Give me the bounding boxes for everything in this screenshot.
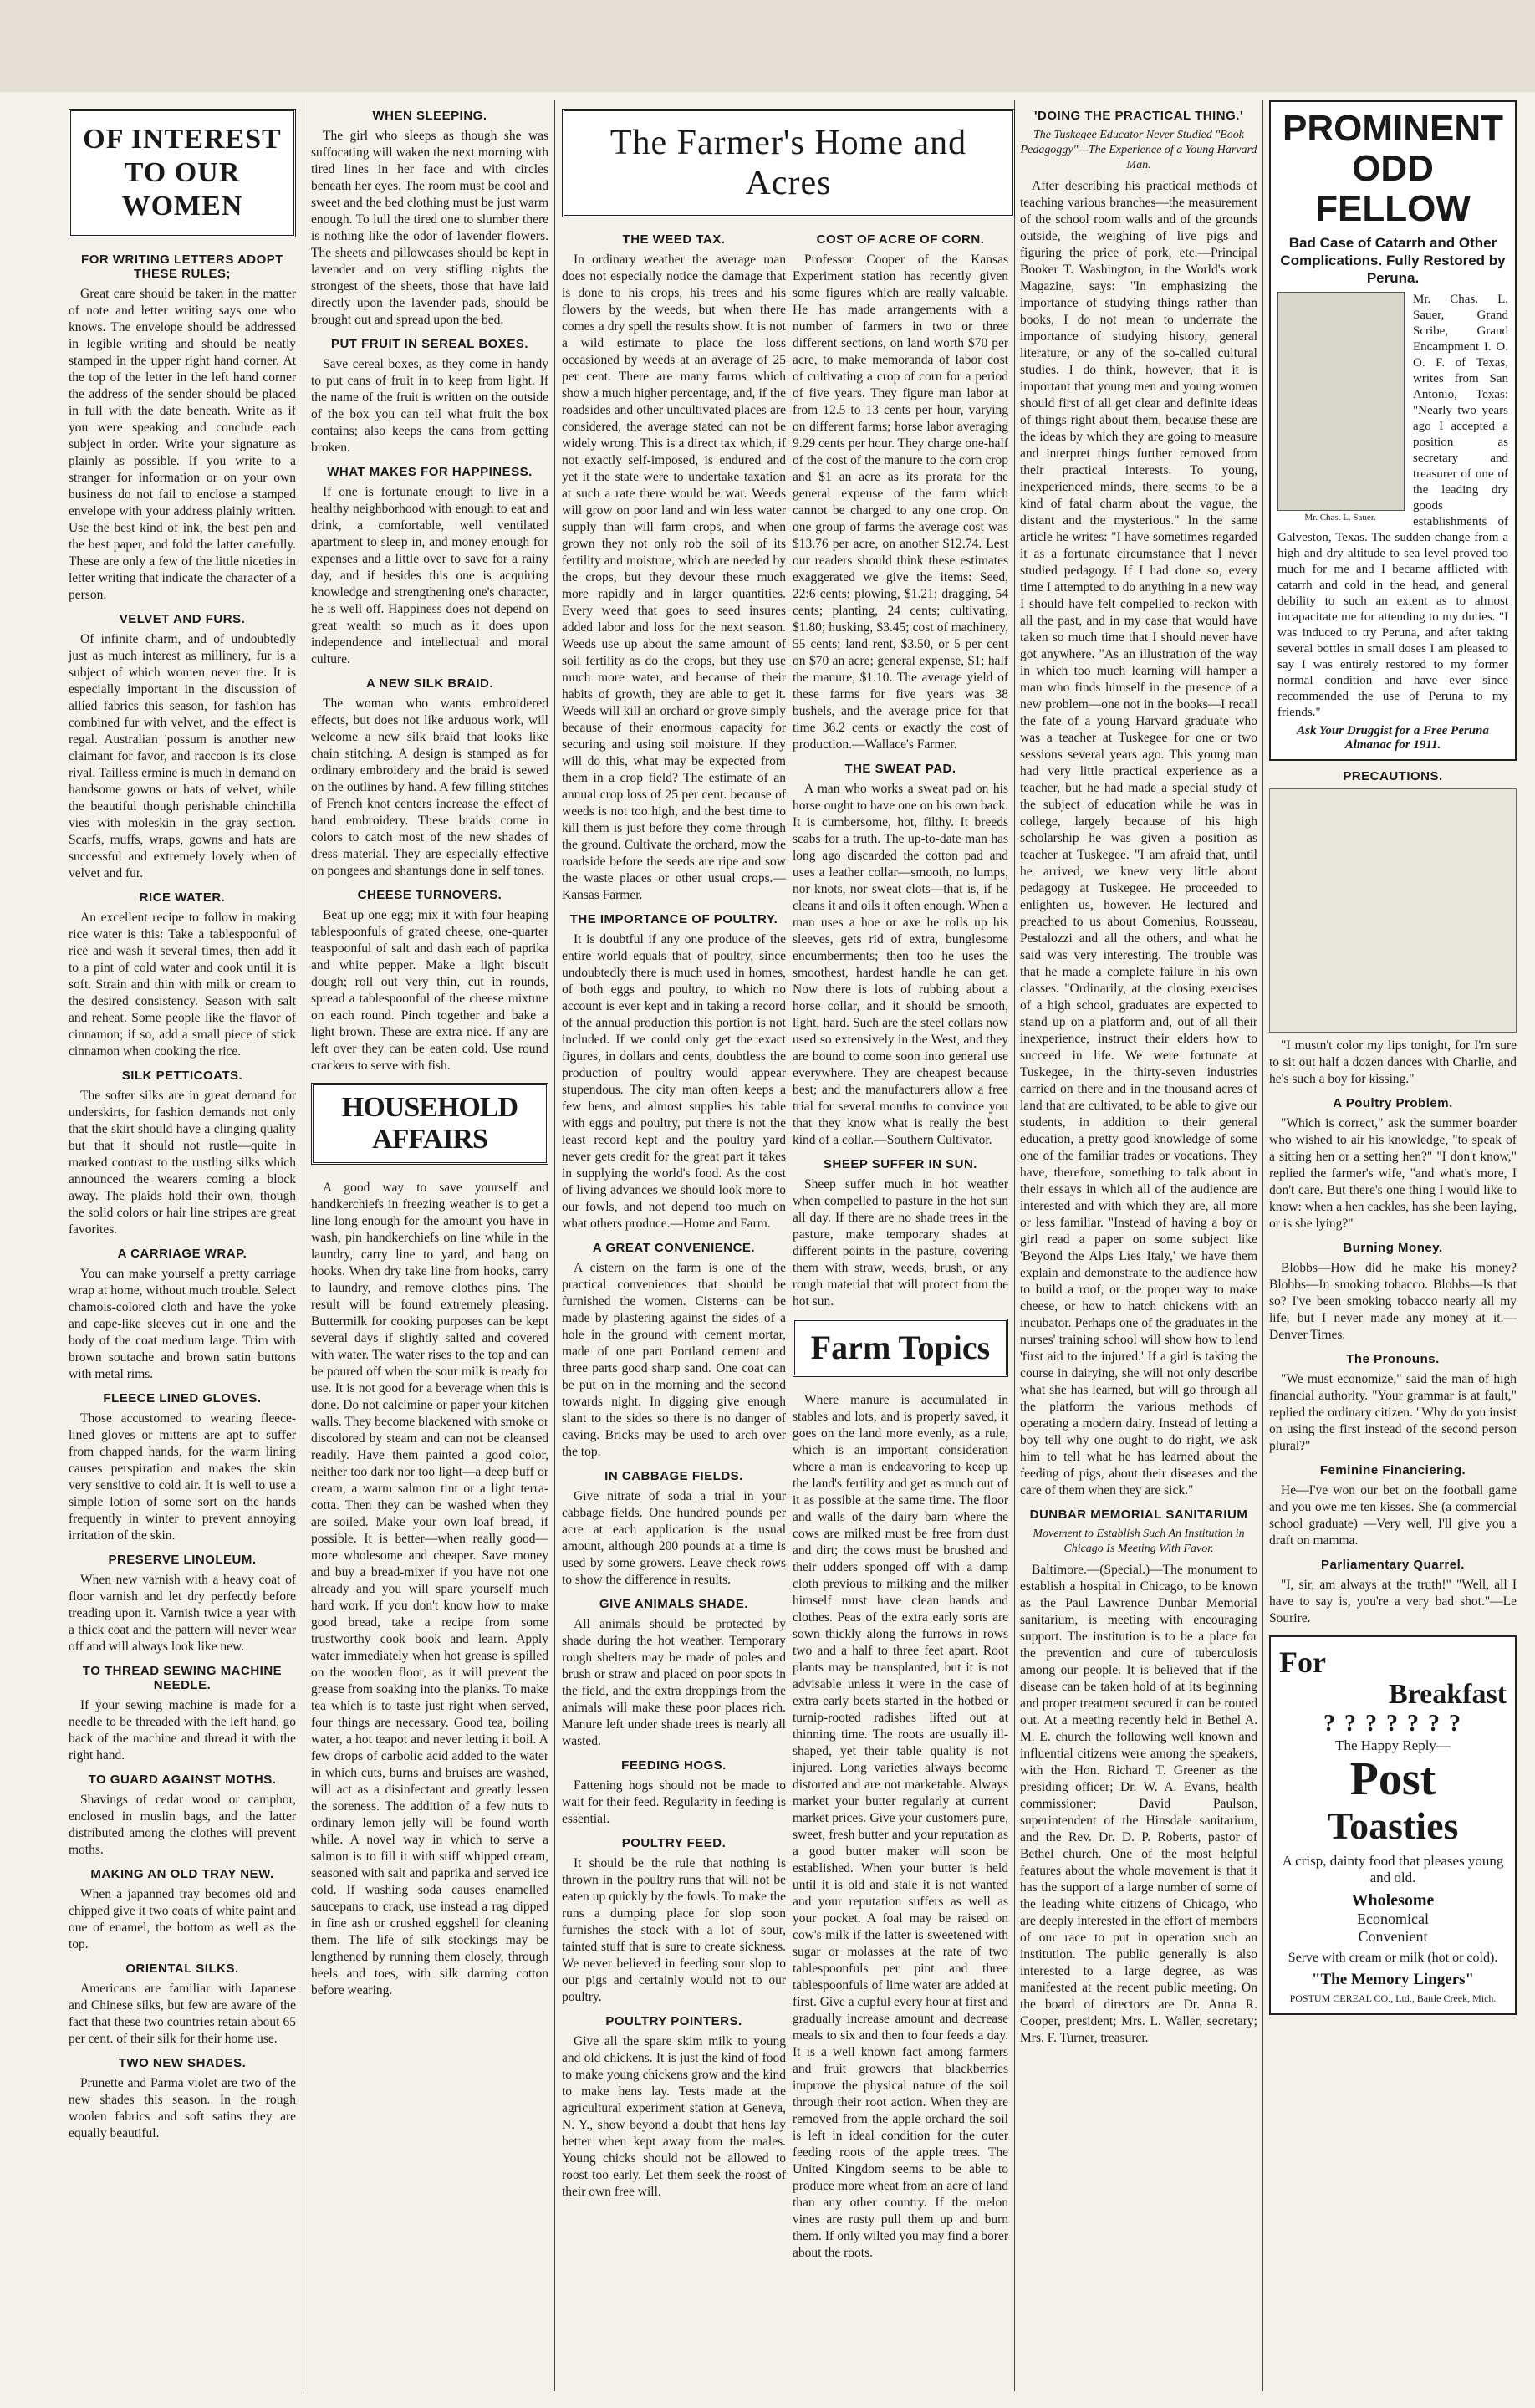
joke-title: Feminine Financiering. [1319,1463,1466,1477]
precautions-title: PRECAUTIONS. [1343,769,1443,783]
women-article-section [69,253,296,604]
farmer-article-section [562,1469,786,1589]
farmer-article-title: THE IMPORTANCE OF POULTRY. [569,912,778,926]
household-top-sections [311,109,548,1074]
joke-body: "Which is correct," ask the summer boarder who wished to air his knowledge, "to speak of a sitting hen or a setting hen?" "I don't know," replied the farmer's wife, "and what's more, I don't care. But there's one thing I would like to know: when a hen cackles, has she been laying, or is she lying?" [1269,1116,1517,1231]
joke-body: "We must economize," said the man of high financial authority. "Your grammar is at fault," replied the ordinary citizen. "Why do you insist on using the first instead of the second person plural?" [1269,1372,1517,1453]
household-article-section [311,109,548,329]
farm-article-body: A man who works a sweat pad on his horse ought to have one on his own back. It is cumbersome, hot, filthy. It breeds scabs for a truth. The up-to-date man has long ago discarded the cotton pad and uses a leather collar—smooth, no lumps, nor knots, nor sweat clots—that is, if he cleans it and oils it often enough. When a man uses a hoe or axe he rolls up his sleeves, gets rid of extra, bunglesome encumberments; then too he uses the smoothest, hardest handle he can get. Now there is lots of rubbing about a horse collar, and it should be smooth, light, hard. Such are the steel collars now used so extensively in the West, and they are bound to come soon into general use everywhere. They are cheapest because best; and the manufacturers allow a free trial for several months to convince you that they know what is really the best kind of a collar.—Southern Cultivator. [793,782,1008,1147]
farm-article-section [793,232,1008,753]
farmer-article-body: In ordinary weather the average man does not especially notice the damage that is done to his crops, his trees and his flowers by the weeds, but when there comes a dry spell the results show. It is not a wild estimate to place the loss occasioned by weeds at an average of 25 per cent. There are many farms which show a much higher percentage, and, if the roadsides and other uncultivated places are considered, the average stated can not be widely wrong. This is a direct tax which, if not exactly self-imposed, is endured and yet it the state were to undertake taxation at such a rate there would be war. Weeds will grow on poor land and win less water supply than will farm crops, and when grown they not only rob the soil of its fertility and moisture, which are needed by the crops, but they devour these much more rapidly and in larger quantities. Every weed that goes to seed insures added labor and loss for the next season. Weeds use up about the same amount of soil fertility as do the crops, but they use much more water, and because of their habits of growth, they are able to get it. Weeds will kill an orchard or grove simply because of their enormous capacity for securing and using soil moisture. If they will do this, what may be expected from them in a crop field? The estimate of an annual crop loss of 25 per cent. because of weeds is not too high, and the best time to kill them is just before they come through the ground. Cultivate the orchard, mow the roadside before the seeds are ripe and sow the waste places or other usual crops.—Kansas Farmer. [562,253,786,902]
postum-toasties: Toasties [1327,1804,1459,1847]
farmer-article-body: A cistern on the farm is one of the practical conveniences that should be furnished the women. Cisterns can be made by plastering against the sides of a hole in the ground with cement mortar, made of one part Portland cement and three parts good sharp sand. One coat can be put on in the morning and the second towards night. In digging give enough slant to the sides so there is no danger of caving. Bricks may be used to arch over the top. [562,1261,786,1459]
household-header: HOUSEHOLD AFFAIRS [341,1092,518,1155]
women-article-section [69,1391,296,1544]
women-article-title: PRESERVE LINOLEUM. [108,1553,257,1567]
farmer-article-title: POULTRY FEED. [621,1836,727,1850]
farmer-article-body: Give nitrate of soda a trial in your cabbage fields. One hundred pounds per acre at each application is the usual amount, although 200 pounds at a time is used by some growers. Leave check rows to show the difference in results. [562,1489,786,1587]
women-article-section [69,1962,296,2048]
women-article-title: TWO NEW SHADES. [118,2056,247,2070]
women-article-body: The softer silks are in great demand for underskirts, for fashion demands not only that the skirt should have a clinging quality but that it should not rustle—quite in marked contrast to the rustling silks which announced the wearers coming a block away. The plaids hold their own, though the solid colors or hair line stripes are great favorites. [69,1089,296,1237]
tuskegee-article-section [1020,1508,1257,2047]
farmer-article-section [562,1836,786,2006]
farmer-article-body: It is doubtful if any one produce of the entire world equals that of poultry, since undoubtedly there is much used in homes, of both eggs and poultry, to which no account is ever kept and in taking a record of the annual production this portion is not included. If we could only get the exact figures, in dollars and cents, doubtless the production of poultry would appear stupendous. The city man often keeps a few hens, and almost supplies his table with eggs and poultry, put there is not the least record kept and the poultry yard never gets credit for the great part it takes in supplying the world's food. As the cost of living advances we should look more to our fowls, and not depend too much on what others produce.—Home and Farm. [562,932,786,1231]
postum-convenient: Convenient [1358,1928,1428,1945]
women-header-box [69,109,296,237]
joke-title: The Pronouns. [1346,1352,1440,1366]
farmer-article-title: IN CABBAGE FIELDS. [604,1469,743,1483]
women-article-title: FLEECE LINED GLOVES. [103,1391,262,1406]
column-farm-topics [793,100,1008,2391]
household-header-box [311,1083,548,1165]
joke-body: Blobbs—How did he make his money? Blobbs—In smoking tobacco. Blobbs—Is that so? I've been smoking tobacco nearly all my life, but I never made any money at it.—Denver Times. [1269,1261,1517,1342]
postum-wholesome: Wholesome [1351,1891,1435,1910]
precautions-caption: "I mustn't color my lips tonight, for I'm sure to sit out half a dozen dances with Charlie, and he's such a boy for kissing." [1269,1038,1517,1086]
farm-topics-section [793,1392,1008,2262]
farmer-article-title: GIVE ANIMALS SHADE. [599,1597,749,1611]
women-article-section [69,612,296,882]
joke-section [1269,1463,1517,1549]
peruna-body: Mr. Chas. L. Sauer, Grand Scribe, Grand Encampment I. O. O. F. of Texas, writes from San Antonio, Texas: "Nearly two years ago I accepted a position as secretary and treasurer of one of the leading dry goods establishments of Galveston, Texas. The sudden change from a high and dry altitude to sea level proved too much for me and I became afflicted with catarrh and cold in the head, and general debility to such an extent as to almost incapacitate me for attending to my duties. "I was induced to try Peruna, and after taking several bottles in small doses I am pleased to say I was entirely restored to my former normal condition and have ever since recommended the use of Peruna to my friends." [1277,293,1508,719]
farm-article-title: SHEEP SUFFER IN SUN. [824,1157,977,1171]
precautions-illustration [1269,788,1517,1033]
women-article-body: Those accustomed to wearing fleece-lined gloves or mittens are apt to suffer from chapped hands, for the warm lining causes perspiration and makes the skin very sensitive to cold air. It is well to use a simple lotion of some sort on the hands frequently in winter to prevent annoying irritation of the skin. [69,1411,296,1543]
household-body: A good way to save yourself and handkerchiefs in freezing weather is to get a line long enough for the amount you have in wash, pin handkerchiefs on line while in the laundry, carry line to yard, and hang on hooks. When dry take line from hooks, carry to laundry, and remove clothes pins. The result will be found extremely pleasing. Buttermilk for cooking purposes can be kept several days if slightly salted and covered with water. The water rises to the top and can be poured off when the sour milk is ready for use. It is not good for a beverage when this is done. Do not calcimine or paper your kitchen walls. They become blackened with smoke or discolored by steam and can not be cleansed readily. Have them painted a good color, neither too dark nor too light—a deep buff or cream, a warm salmon tint or a light terra-cotta. Then they can be washed when they are soiled. Make your own loaf bread, if possible. It is better—when really good—more wholesome and cheaper. Save money and buy a bread-mixer if you have not one already and you will spare yourself much hard work. If you don't know how to make good bread, take a recipe from some trustworthy cook book and learn. Apply water immediately when hot grease is spilled on the wooden floor, as it will prevent the grease from soaking into the planks. To make tea which is to taste just right when served, four things are necessary. Good tea, boiling water, a hot teapot and never letting it boil. A few drops of carbolic acid added to the water in which cuts, burns and bruises are washed, will act as a disinfectant and greatly lessen the soreness. The addition of a few nuts to ordinary lemon jelly will be found worth while. A novel way in which to serve a salmon is to fill it with stiff whipped cream, seasoned with salt and paprika and served ice cold. If washing soda causes enamelled saucepans to crack, use instead a rag dipped in fine ash or crushed eggshell for cleaning them. The life of silk stockings may be lengthened by running them closely, through heels and toes, with silk darning cotton before wearing. [311,1181,548,1997]
women-article-body: Prunette and Parma violet are two of the new shades this season. In the rough woolen fabrics and soft satins they are equally beautiful. [69,2076,296,2140]
farmer-article-section [562,1758,786,1828]
farmer-article-section [562,2014,786,2201]
women-article-title: TO THREAD SEWING MACHINE NEEDLE. [82,1664,283,1692]
women-article-title: SILK PETTICOATS. [121,1069,243,1083]
farmer-article-body: Give all the spare skim milk to young and old chickens. It is just the kind of food to make young chickens grow and the kind to make hens lay. Tests made at the agricultural experiment station at Geneva, N. Y., show beyond a doubt that hens lay better when kept away from the males. Young chicks should not be allowed to roost too early. Let them seek the roost of their own free will. [562,2034,786,2199]
farm-article-body: Professor Cooper of the Kansas Experiment station has recently given some figures which are really valuable. He has made arrangements with a number of farmers in two or three different sections, on land worth $70 per acre, to make memoranda of labor cost of cultivating a crop of corn for a period of five years. They figure man labor at from 12.5 to 13 cents per hour, varying on different farms; horse labor averaging 9.29 cents per hour. They charge one-half of the cost of the manure to the corn crop and $1 an acre as its prorata for the general expense of the farm which cannot be charged to any one crop. On one group of farms the average cost was $13.76 per acre, on another $12.74. Lest our readers should think these estimates exaggerated we give the items: Seed, 22:6 cents; plowing, $1.21; dragging, 54 cents; planting, 24 cents; cultivating, $1.80; husking, $3.45; cost of machinery, 55 cents; land rent, $3.50, or 5 per cent on $70 an acre; general expense, $1; half the manure, $1.10. The average yield of these farms for five years was 38 bushels, and the average price for that time 36.2 cents or exactly the cost of production.—Wallace's Farmer. [793,253,1008,752]
postum-breakfast: Breakfast [1388,1679,1507,1710]
farmer-article-title: FEEDING HOGS. [621,1758,727,1773]
peruna-footer: Ask Your Druggist for a Free Peruna Almanac for 1911. [1297,724,1489,752]
women-article-body: When new varnish with a heavy coat of floor varnish and let dry perfectly before treading upon it. Varnish twice a year with a thick coat and the pattern will never wear off and will always look like new. [69,1573,296,1654]
women-article-section [69,1664,296,1764]
postum-company: POSTUM CEREAL CO., Ltd., Battle Creek, Mich. [1289,1992,1497,2004]
column-women [69,100,296,2391]
precautions-section [1269,769,1517,1088]
postum-economical: Economical [1357,1911,1429,1927]
women-article-body: Of infinite charm, and of undoubtedly just as much interest as millinery, fur is a subject of which women never tire. It is especially important in the discussion of allied fabrics this season, for fashion has combined fur with velvet, and the effect is regal. Australian 'possum is another new claimant for favor, and raccoon is its close rival. Tailless ermine is much in demand on handsome gowns or hats of velvet, while the beautiful though perishable chinchilla vies with moleskin in the gray section. Scarfs, muffs, wraps, gowns and hats are successful and extremely lovely when of velvet and fur. [69,632,296,880]
joke-body: "I, sir, am always at the truth!" "Well, all I have to say is, you're a very bad shot."—Le Sourire. [1269,1578,1517,1625]
tuskegee-article-subtitle: Movement to Establish Such An Institution in Chicago Is Meeting With Favor. [1033,1528,1245,1555]
household-article-body: If one is fortunate enough to live in a healthy neighborhood with enough to eat and drink, a comfortable, well ventilated apartment to sleep in, and money enough for expenses and a little over to save for a rainy day, and if besides this one is acquiring knowledge and strengthening one's character, he is well off. Happiness does not depend on great wealth so much as it does upon independence and intellectual and moral culture. [311,485,548,666]
portrait-image [1277,292,1405,511]
women-article-title: VELVET AND FURS. [119,612,246,626]
household-article-body: The girl who sleeps as though she was suffocating will waken the next morning with tired lines in her face and with circles beneath her eyes. The room must be cool and sweet and the bed clothing must be just warm enough. To lull the tired one to slumber there is nothing like the odor of lavender flowers. The sheets and pillowcases should be kept in lavender and on very stifling nights the strongest of the sheets, those that have laid directly upon the lavender pads, should be brought out and spread upon the bed. [311,129,548,327]
farmer-article-section [562,1241,786,1461]
postum-serve: Serve with cream or milk (hot or cold). [1288,1951,1498,1965]
women-article-section [69,1773,296,1859]
household-article-body: Beat up one egg; mix it with four heaping tablespoonfuls of grated cheese, one-quarter teaspoonful of salt and dash each of paprika and white pepper. Make a light biscuit dough; roll out very thin, cut in rounds, spread a tablespoonful of the cheese mixture on each round. Pinch together and bake a light brown. These are extra nice. If any are left over they can be eaten cold. Use round crackers to serve with fish. [311,908,548,1073]
household-article-section [311,465,548,668]
household-article-title: WHAT MAKES FOR HAPPINESS. [327,465,533,479]
farm-topics-body: Where manure is accumulated in stables and lots, and is properly saved, it goes on the land more evenly, as a rule, which is an important consideration where a man is endeavoring to keep up the land's fertility and get as much out of it as possible at the same time. The floor and walls of the dairy barn where the cows are milked must be free from dust and dirt; the cows must be brushed and their udders sponged off with a damp cloth previous to milking and the milker himself must have clean hands and clothes. Peas of the extra early sorts are sown thickly along the furrows in rows two and a half to three feet apart. Root plants may be transplanted, but it is not advisable unless it were in the case of extra early beets started in the hotbed or turnip-rooted radishes lifted out at thinning time. The roots are usually ill-shaped, yet their table quality is not injured. Long varieties always become distorted and are not marketable. Always market your butter regularly at current market prices. Give your customers pure, sweet, fresh butter and your reputation as a good butter maker will soon be established. When your butter is held until it is old and stale it is not wanted and your reputation suffers as well as your pocket. A foal may be raised on cow's milk if the latter is sweetened with sugar or molasses at the rate of two tablespoonfuls per pint and three tablespoonfuls of lime water are added at first. Give a cupful every hour at first and gradually increase amount and decrease meals to six and then to four feeds a day. It is a well known fact among farmers and fruit growers that blackberries improve the physical nature of the soil through their root action. When they are removed from the apple orchard the soil is left in ideal condition for the outer feeding roots of the apple trees. The United Kingdom seems to be able to produce more wheat from an acre of land than any other country. If the melon vines are rusty pull them up and burn them. If only wilted you may find a borer about the roots. [793,1393,1008,2260]
women-article-title: ORIENTAL SILKS. [125,1962,239,1976]
farmer-article-title: A GREAT CONVENIENCE. [592,1241,756,1255]
joke-title: Parliamentary Quarrel. [1321,1558,1465,1572]
tuskegee-sections [1020,109,1257,2047]
household-article-body: The woman who wants embroidered effects, but does not like arduous work, will welcome a new silk braid that looks like chain stitching. A design is stamped as for ordinary embroidery and the braid is sewed on the outlines by hand. A few filling stitches of French knot centers increase the effect of hand embroidery. These braids come in colors to catch most of the new shades of dress material. They are especially effective on pongees and shantungs done in self tones. [311,696,548,878]
women-article-title: TO GUARD AGAINST MOTHS. [88,1773,277,1787]
peruna-ad [1269,100,1517,761]
joke-title: A Poultry Problem. [1333,1096,1453,1110]
women-article-title: A CARRIAGE WRAP. [117,1247,247,1261]
household-article-title: PUT FRUIT IN SEREAL BOXES. [330,337,529,351]
tuskegee-article-title: 'DOING THE PRACTICAL THING.' [1033,109,1244,123]
peruna-headline-2: ODD FELLOW [1315,148,1471,229]
column-household [311,100,548,2391]
women-article-title: FOR WRITING LETTERS ADOPT THESE RULES; [81,253,283,281]
column-tuskegee [1020,100,1257,2391]
household-body-section [311,1180,548,1999]
household-article-section [311,888,548,1074]
postum-for: For [1279,1645,1326,1679]
farm-article-body: Sheep suffer much in hot weather when compelled to pasture in the hot sun all day. If there are no shade trees in the pasture, make temporary shades at different points in the pasture, covering them with straw, weeds, brush, or any rough material that will protect from the hot sun. [793,1177,1008,1309]
portrait-caption: Mr. Chas. L. Sauer. [1304,513,1376,523]
women-article-body: Americans are familiar with Japanese and Chinese silks, but few are aware of the fact that these two countries retain about 65 per cent. of their silk for their home use. [69,1982,296,2046]
women-article-section [69,2056,296,2142]
women-article-body: If your sewing machine is made for a needle to be threaded with the left hand, go back of the machine and thread it with the right hand. [69,1698,296,1763]
farmer-sections [562,232,786,2201]
household-article-title: CHEESE TURNOVERS. [357,888,502,902]
farmer-header: The Farmer's Home and Acres [609,124,967,202]
column-rule [1262,100,1263,2391]
farmer-article-body: It should be the rule that nothing is thrown in the poultry runs that will not be eaten up quickly by the fowls. To make the runs a dumping place for slop soon furnishes the stock with a lot of sour, tainted stuff that is sure to create sickness. We never believed in feeding sour slop to our pigs and certainly would not to our poultry. [562,1856,786,2004]
women-article-body: You can make yourself a pretty carriage wrap at home, without much trouble. Select chamois-colored cloth and have the yoke and cape-like sleeves cut in one and the body of the coat medium large. Trim with brown soutache and brown satin buttons with metal rims. [69,1267,296,1381]
women-article-section [69,890,296,1060]
joke-title: Burning Money. [1343,1241,1443,1255]
farm-topics-header: Farm Topics [810,1329,991,1366]
women-article-body: When a japanned tray becomes old and chipped give it two coats of white paint and one of enamel, the bottom as well as the top. [69,1887,296,1951]
farm-article-section [793,1157,1008,1310]
tuskegee-article-section [1020,109,1257,1499]
farm-sections [793,232,1008,1310]
joke-body: He—I've won our bet on the football game and you owe me ten kisses. She (a commercial school graduate) —Very well, I'll give you a draft on mamma. [1269,1483,1517,1548]
farmer-article-section [562,912,786,1232]
farm-article-title: THE SWEAT PAD. [844,762,956,776]
household-article-section [311,676,548,880]
farm-article-title: COST OF ACRE OF CORN. [816,232,985,247]
column-rule [554,100,555,2391]
household-article-section [311,337,548,457]
tuskegee-article-body: After describing his practical methods of teaching various branches—the measurement of the school room walls and of the grounds outside, the weighing of live pigs and figuring the price of pork, etc.—Principal Booker T. Washington, in the World's work Magazine, says: "In emphasizing the importance of studying things rather than books, I do not mean to underrate the importance of studying history, general literature, or any of the so-called cultural studies. I do think, however, that it is important that young men and young women should first of all get clear and definite ideas of things right about them, because these are the ideas by which they are going to measure and interpret things further removed from their practical interests. To young, inexperienced minds, there seems to be a kind of fatal charm about the vague, the distant and the mysterious." In the same article he writes: "I have sometimes regarded it as a fortunate circumstance that I never studied pedagogy. If I had done so, every time I attempted to do anything in a new way I should have felt compelled to reckon with all the past, and in my case that would have taken so much time that I should never have got anywhere. "As an illustration of the way in which too much learning will hamper a man who finds himself in the presence of a new problem—one not in the books—I recall the fate of a young Harvard graduate who was a teacher at Tuskegee for one or two sessions several years ago. This young man had very little practical experience as a teacher, but he had made a special study of the subject of education while he was in college, largely because of his high scholarship he was given a position as teacher at Tuskegee. "I am afraid that, until he arrived, we knew very little about pedagogy at Tuskegee. He proceeded to enlighten us, however. He lectured and preached to us about Comenius, Rousseau, Pestalozzi and all the others, and what he said was very interesting. The trouble was that he made a complete failure in his own classes. "Ordinarily, at the closing exercises of a high school, graduates are expected to stand up on a platform and, out of all their inexperience, instruct their elders how to succeed in life. We were fortunate at Tuskegee, in the thirty-seven industries carried on there and in the thousand acres of land that are cultivated, to be able to give our students, in addition to their general education, a pretty good knowledge of some one of the familiar trades or vocations. They have, therefore, something to talk about in their essays in which all of the audience are interested and with which they are, all more or less familiar. "Instead of having a boy or girl read a paper on some subject like 'Beyond the Alps Lies Italy,' we have them explain and demonstrate to the audience how to build a roof, or the proper way to make cheese, or how to hatch chickens with an incubator. Perhaps one of the graduates in the nurses' training school will show how to lend 'first aid to the injured.' If a girl is taking the course in dairying, she will not only describe what she has learned, but will go through all the platform the various methods of operating a modern dairy. Instead of letting a boy tell why one ought to do right, we ask him to tell what he has learned about the feeding of pigs, about their diseases and the care of them when they are sick." [1020,179,1257,1497]
women-article-section [69,1553,296,1656]
joke-section [1269,1352,1517,1455]
joke-section [1269,1241,1517,1344]
farmer-article-section [562,232,786,904]
women-article-body: Great care should be taken in the matter of note and letter writing says one who knows. The envelope should be addressed in legible writing and should be neatly stamped in the upper right hand corner. At the top of the letter in the left hand corner the address of the sender should be placed in full with the date beneath. Write as if you were speaking and conclude each subject in order. Write your signature as plainly as possible. If you write to a stranger for information or on your own business do not fail to enclose a stamped envelope with your address plainly written. Use the best kind of ink, the best pen and the best paper, and fold the latter carefully. These are only a few of the little niceties in letter writing that indicate the character of a person. [69,287,296,602]
postum-desc: A crisp, dainty food that pleases young and old. [1282,1853,1504,1885]
farmer-article-body: All animals should be protected by shade during the hot weather. Temporary rough shelters may be made of poles and brush or straw and placed on poor spots in the field, and the extra droppings from the animals will make these poor places rich. Manure left under shade trees is nearly all wasted. [562,1617,786,1748]
women-sections [69,253,296,2142]
postum-reply: The Happy Reply— [1335,1737,1451,1753]
page-top-margin [0,0,1535,92]
column-ads [1269,100,1517,2391]
women-article-section [69,1247,296,1383]
women-article-title: RICE WATER. [139,890,226,905]
women-article-section [69,1069,296,1238]
farmer-article-body: Fattening hogs should not be made to wait for their feed. Regularity in feeding is essential. [562,1778,786,1826]
column-rule [1014,100,1015,2391]
women-article-body: An excellent recipe to follow in making rice water is this: Take a tablespoonful of rice and wash it several times, then add it to a pint of cold water and cook until it is soft. Strain and thin with milk or cream to the desired consistency. Season with salt and reheat. Some people like the flavor of cinnamon; if so, add a small piece of stick cinnamon when cooking the rice. [69,911,296,1059]
joke-section [1269,1558,1517,1627]
postum-post: Post [1349,1753,1436,1805]
farmer-article-title: POULTRY POINTERS. [605,2014,742,2028]
women-article-body: Shavings of cedar wood or camphor, enclosed in muslin bags, and the latter distributed among the clothes will prevent moths. [69,1793,296,1857]
jokes-list [1269,1096,1517,1627]
women-header: OF INTEREST TO OUR WOMEN [83,124,282,222]
tuskegee-article-body: Baltimore.—(Special.)—The monument to establish a hospital in Chicago, to be known as the Paul Lawrence Dunbar Memorial sanitarium, is meeting with encouraging support. The institution is to be a place for the prevention and cure of tuberculosis among our people. It is believed that if the disease can be taken hold of at its beginning and proper treatment secured it can be routed out. At a meeting recently held in Bethel A. M. E. church the following well known and influential citizens were among the speakers, with the Hon. Richard T. Greener as the presiding officer; Dr. W. A. Evans, health commissioner; David Paulson, superintendent of the Hinsdale sanitarium, and the Rev. Dr. D. P. Roberts, pastor of Bethel church. One of the most helpful features about the whole movement is that it has the support of a large number of some of the leading white citizens of Chicago, who are deeply interested in the effort of members of our race to put in operation such an institution. The public generally is also interested to a large degree, as was manifested at the recent public meeting. On the board of directors are Dr. Anna R. Cooper, president; Mrs. L. Waller, secretary; Mrs. F. Turner, treasurer. [1020,1563,1257,2045]
postum-lingers: "The Memory Lingers" [1311,1971,1475,1988]
farm-article-section [793,762,1008,1149]
farmer-article-section [562,1597,786,1750]
farm-topics-header-box [793,1319,1008,1377]
farmer-article-title: THE WEED TAX. [622,232,726,247]
peruna-headline-1: PROMINENT [1283,108,1503,149]
postum-ad [1269,1635,1517,2015]
peruna-subhead: Bad Case of Catarrh and Other Complications. Fully Restored by Peruna. [1280,235,1506,286]
women-article-title: MAKING AN OLD TRAY NEW. [90,1867,274,1881]
postum-questions: ? ? ? ? ? ? ? [1323,1711,1462,1737]
household-article-title: WHEN SLEEPING. [372,109,487,123]
tuskegee-article-subtitle: The Tuskegee Educator Never Studied "Book Pedagoggy"—The Experience of a Young Harvard Man. [1020,129,1257,171]
household-article-body: Save cereal boxes, as they come in handy to put cans of fruit in to keep from light. If the name of the fruit is written on the outside of the box you can tell what fruit the box contains; also keeps the cans from getting broken. [311,357,548,455]
women-article-section [69,1867,296,1953]
tuskegee-article-title: DUNBAR MEMORIAL SANITARIUM [1029,1508,1248,1522]
header-spacer [793,100,1008,224]
joke-section [1269,1096,1517,1232]
household-article-title: A NEW SILK BRAID. [365,676,494,691]
